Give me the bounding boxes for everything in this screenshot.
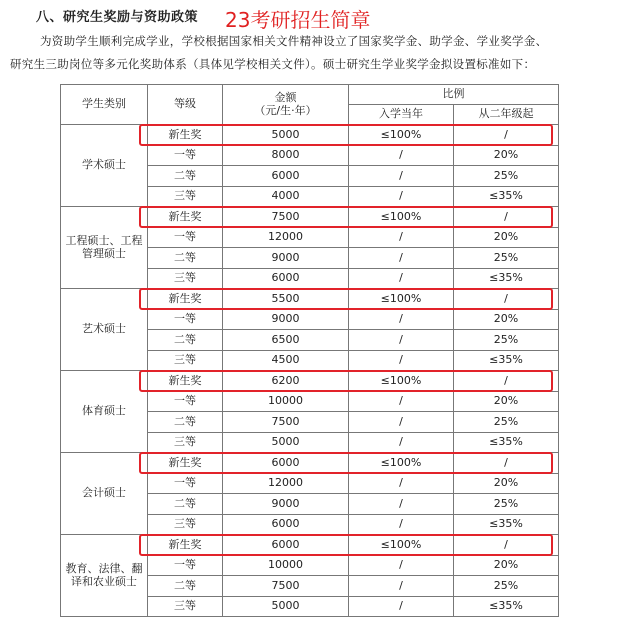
highlight-box — [139, 452, 553, 475]
header-year1: 入学当年 — [349, 105, 454, 125]
year2-ratio-cell: 25% — [454, 412, 559, 433]
amount-cell: 9000 — [223, 494, 349, 515]
header-year2: 从二年级起 — [454, 105, 559, 125]
student-category: 艺术硕士 — [61, 289, 148, 371]
level-cell: 二等 — [148, 494, 223, 515]
year1-ratio-cell: / — [349, 166, 454, 187]
year2-ratio-cell: / — [454, 453, 559, 474]
year2-ratio-cell: 20% — [454, 145, 559, 166]
student-category: 体育硕士 — [61, 371, 148, 453]
year2-ratio-cell: / — [454, 535, 559, 556]
amount-cell: 5000 — [223, 432, 349, 453]
section-heading: 八、研究生奖励与资助政策 — [36, 10, 199, 25]
amount-cell: 12000 — [223, 227, 349, 248]
amount-cell: 6200 — [223, 371, 349, 392]
amount-cell: 10000 — [223, 391, 349, 412]
year1-ratio-cell: ≤100% — [349, 535, 454, 556]
year1-ratio-cell: / — [349, 330, 454, 351]
year2-ratio-cell: 25% — [454, 494, 559, 515]
amount-cell: 6500 — [223, 330, 349, 351]
level-cell: 一等 — [148, 555, 223, 576]
amount-cell: 7500 — [223, 576, 349, 597]
year2-ratio-cell: / — [454, 289, 559, 310]
year2-ratio-cell: 20% — [454, 473, 559, 494]
level-cell: 新生奖 — [148, 535, 223, 556]
year2-ratio-cell: ≤35% — [454, 186, 559, 207]
level-cell: 三等 — [148, 350, 223, 371]
year2-ratio-cell: / — [454, 125, 559, 146]
amount-cell: 5000 — [223, 596, 349, 617]
level-cell: 一等 — [148, 473, 223, 494]
year1-ratio-cell: / — [349, 248, 454, 269]
year1-ratio-cell: / — [349, 268, 454, 289]
year1-ratio-cell: ≤100% — [349, 207, 454, 228]
amount-cell: 9000 — [223, 309, 349, 330]
level-cell: 新生奖 — [148, 125, 223, 146]
level-cell: 二等 — [148, 248, 223, 269]
year2-ratio-cell: / — [454, 207, 559, 228]
level-cell: 二等 — [148, 166, 223, 187]
amount-cell: 12000 — [223, 473, 349, 494]
student-category: 工程硕士、工程管理硕士 — [61, 207, 148, 289]
level-cell: 新生奖 — [148, 371, 223, 392]
year2-ratio-cell: 20% — [454, 391, 559, 412]
student-category: 会计硕士 — [61, 453, 148, 535]
level-cell: 一等 — [148, 309, 223, 330]
level-cell: 三等 — [148, 186, 223, 207]
level-cell: 新生奖 — [148, 289, 223, 310]
year1-ratio-cell: ≤100% — [349, 453, 454, 474]
year2-ratio-cell: 20% — [454, 227, 559, 248]
header-amount-label: 金额 — [274, 91, 297, 105]
level-cell: 三等 — [148, 514, 223, 535]
header-amount-unit: （元/生·年） — [254, 103, 317, 117]
year2-ratio-cell: ≤35% — [454, 432, 559, 453]
year1-ratio-cell: / — [349, 596, 454, 617]
amount-cell: 6000 — [223, 453, 349, 474]
highlight-box — [139, 370, 553, 393]
amount-cell: 7500 — [223, 412, 349, 433]
exam-brochure-stamp: 23考研招生简章 — [225, 8, 371, 32]
year1-ratio-cell: / — [349, 555, 454, 576]
header-amount — [223, 85, 349, 125]
level-cell: 新生奖 — [148, 207, 223, 228]
header-level: 等级 — [148, 85, 223, 125]
highlight-box — [139, 124, 553, 147]
amount-cell: 6000 — [223, 166, 349, 187]
intro-line-1: 为资助学生顺利完成学业，学校根据国家相关文件精神设立了国家奖学金、助学金、学业奖学金、 — [40, 34, 548, 48]
year2-ratio-cell: 20% — [454, 555, 559, 576]
student-category: 教育、法律、翻译和农业硕士 — [61, 535, 148, 617]
year2-ratio-cell: 25% — [454, 166, 559, 187]
year1-ratio-cell: / — [349, 432, 454, 453]
year1-ratio-cell: ≤100% — [349, 125, 454, 146]
year2-ratio-cell: 25% — [454, 330, 559, 351]
amount-cell: 8000 — [223, 145, 349, 166]
amount-cell: 5000 — [223, 125, 349, 146]
level-cell: 一等 — [148, 145, 223, 166]
amount-cell: 6000 — [223, 268, 349, 289]
year1-ratio-cell: / — [349, 391, 454, 412]
level-cell: 一等 — [148, 227, 223, 248]
year2-ratio-cell: / — [454, 371, 559, 392]
highlight-box — [139, 534, 553, 557]
year1-ratio-cell: ≤100% — [349, 371, 454, 392]
level-cell: 新生奖 — [148, 453, 223, 474]
header-student-type: 学生类别 — [61, 85, 148, 125]
year1-ratio-cell: / — [349, 309, 454, 330]
highlight-box — [139, 206, 553, 229]
year2-ratio-cell: 20% — [454, 309, 559, 330]
year1-ratio-cell: / — [349, 473, 454, 494]
level-cell: 一等 — [148, 391, 223, 412]
amount-cell: 7500 — [223, 207, 349, 228]
amount-cell: 4000 — [223, 186, 349, 207]
year2-ratio-cell: ≤35% — [454, 596, 559, 617]
year1-ratio-cell: / — [349, 576, 454, 597]
year1-ratio-cell: / — [349, 186, 454, 207]
year2-ratio-cell: 25% — [454, 248, 559, 269]
year2-ratio-cell: ≤35% — [454, 350, 559, 371]
level-cell: 三等 — [148, 432, 223, 453]
level-cell: 二等 — [148, 412, 223, 433]
level-cell: 三等 — [148, 596, 223, 617]
year2-ratio-cell: ≤35% — [454, 268, 559, 289]
level-cell: 二等 — [148, 330, 223, 351]
level-cell: 三等 — [148, 268, 223, 289]
amount-cell: 5500 — [223, 289, 349, 310]
year2-ratio-cell: 25% — [454, 576, 559, 597]
year1-ratio-cell: / — [349, 227, 454, 248]
amount-cell: 4500 — [223, 350, 349, 371]
amount-cell: 10000 — [223, 555, 349, 576]
amount-cell: 6000 — [223, 535, 349, 556]
intro-line-2: 研究生三助岗位等多元化奖助体系（具体见学校相关文件）。硕士研究生学业奖学金拟设置标准如下： — [10, 57, 536, 71]
level-cell: 二等 — [148, 576, 223, 597]
year1-ratio-cell: ≤100% — [349, 289, 454, 310]
year1-ratio-cell: / — [349, 514, 454, 535]
year1-ratio-cell: / — [349, 494, 454, 515]
highlight-box — [139, 288, 553, 311]
amount-cell: 9000 — [223, 248, 349, 269]
year1-ratio-cell: / — [349, 412, 454, 433]
year1-ratio-cell: / — [349, 145, 454, 166]
year1-ratio-cell: / — [349, 350, 454, 371]
year2-ratio-cell: ≤35% — [454, 514, 559, 535]
header-ratio: 比例 — [349, 85, 559, 105]
amount-cell: 6000 — [223, 514, 349, 535]
student-category: 学术硕士 — [61, 125, 148, 207]
